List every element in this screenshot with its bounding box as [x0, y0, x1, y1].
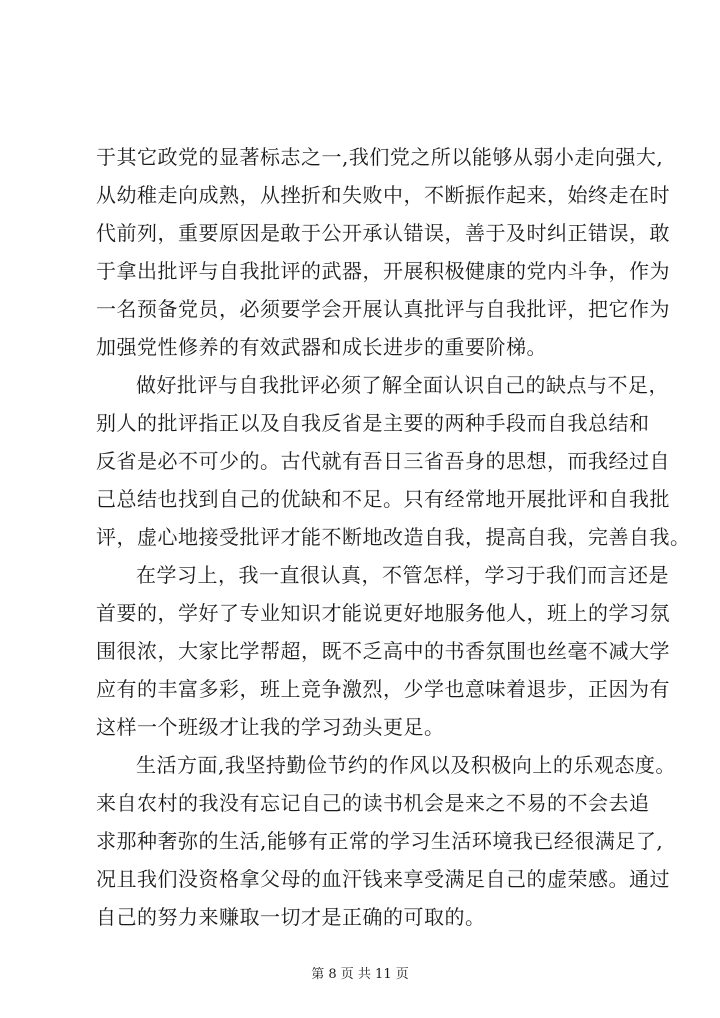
text-line: 评，虚心地接受批评才能不断地改造自我，提高自我，完善自我。: [96, 525, 691, 549]
text-line: 反省是必不可少的。古代就有吾日三省吾身的思想，而我经过自: [96, 449, 670, 473]
text-line: 己总结也找到自己的优缺和不足。只有经常地开展批评和自我批: [96, 487, 670, 511]
body-text: [96, 138, 691, 936]
text-line: 来自农村的我没有忘记自己的读书机会是来之不易的不会去追: [96, 791, 650, 815]
text-line: 别人的批评指正以及自我反省是主要的两种手段而自我总结和: [96, 411, 650, 435]
paragraph-start-line: 在学习上，我一直很认真，不管怎样，学习于我们而言还是: [136, 563, 669, 587]
text-line: 首要的，学好了专业知识才能说更好地服务他人，班上的学习氛: [96, 601, 670, 625]
text-line: 况且我们没资格拿父母的血汗钱来享受满足自己的虚荣感。通过: [96, 867, 670, 891]
text-line: 求那种奢弥的生活,能够有正常的学习生活环境我已经很满足了,: [96, 829, 664, 853]
text-line: 于其它政党的显著标志之一,我们党之所以能够从弱小走向强大,: [96, 145, 664, 169]
page-number-footer: 第 8 页 共 11 页: [311, 967, 409, 982]
paragraph-start-line: 做好批评与自我批评必须了解全面认识自己的缺点与不足，: [136, 373, 669, 397]
text-line: 代前列，重要原因是敢于公开承认错误，善于及时纠正错误，敢: [96, 221, 670, 245]
text-line: 加强党性修养的有效武器和成长进步的重要阶梯。: [96, 335, 547, 359]
text-line: 自己的努力来赚取一切才是正确的可取的。: [96, 905, 486, 929]
paragraph-start-line: 生活方面,我坚持勤俭节约的作风以及积极向上的乐观态度。: [136, 753, 676, 777]
text-line: 应有的丰富多彩，班上竞争激烈，少学也意味着退步，正因为有: [96, 677, 670, 701]
text-line: 从幼稚走向成熟，从挫折和失败中，不断振作起来，始终走在时: [96, 183, 670, 207]
text-line: 这样一个班级才让我的学习劲头更足。: [96, 715, 445, 739]
text-line: 一名预备党员，必须要学会开展认真批评与自我批评，把它作为: [96, 297, 670, 321]
text-line: 于拿出批评与自我批评的武器，开展积极健康的党内斗争，作为: [96, 259, 670, 283]
text-line: 围很浓，大家比学帮超，既不乏高中的书香氛围也丝毫不减大学: [96, 639, 670, 663]
